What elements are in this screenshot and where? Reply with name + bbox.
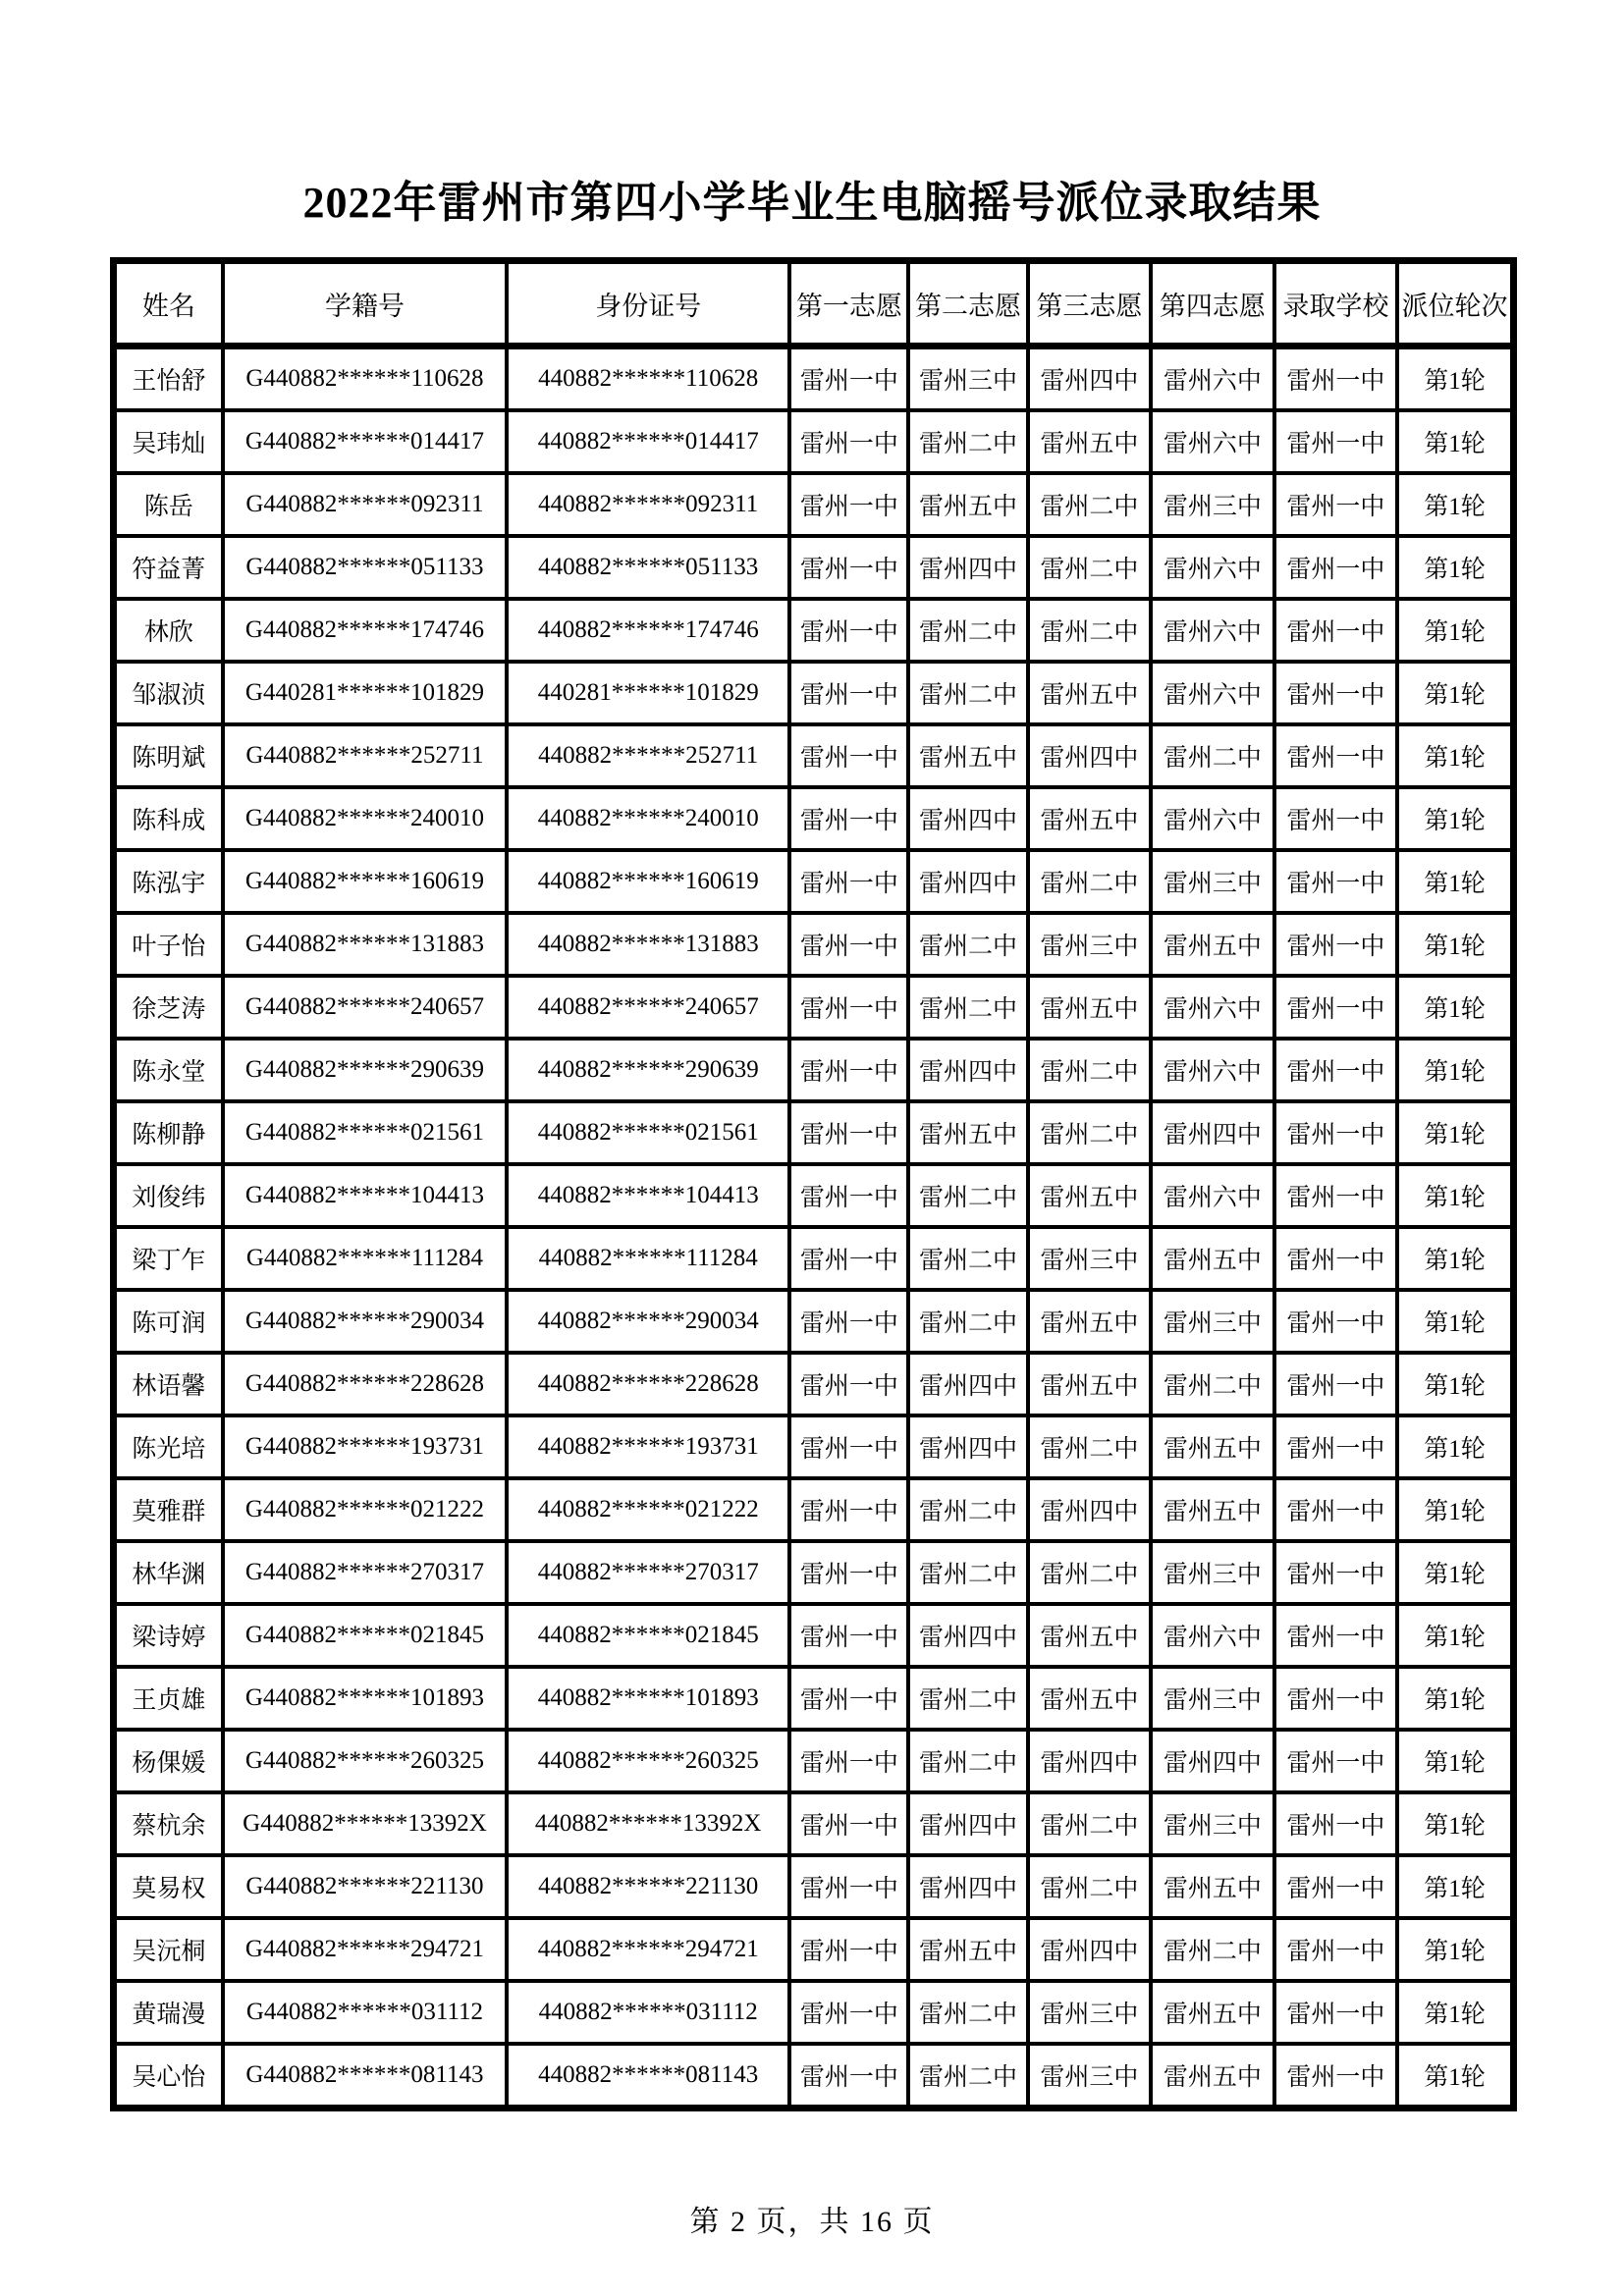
cell-placement-round: 第1轮	[1397, 1290, 1513, 1353]
cell-student-id: G440882******294721	[223, 1918, 507, 1981]
cell-id-number: 440882******021561	[507, 1101, 789, 1164]
column-header-name: 姓名	[114, 261, 223, 347]
cell-student-id: G440882******031112	[223, 1981, 507, 2044]
cell-id-number: 440882******051133	[507, 536, 789, 599]
cell-name: 陈泓宇	[114, 850, 223, 913]
cell-choice-2: 雷州二中	[908, 1227, 1027, 1290]
table-row	[114, 724, 1514, 787]
cell-choice-1: 雷州一中	[789, 410, 908, 473]
cell-choice-2: 雷州四中	[908, 1039, 1027, 1101]
cell-choice-1: 雷州一中	[789, 347, 908, 411]
cell-choice-1: 雷州一中	[789, 1478, 908, 1541]
cell-choice-4: 雷州三中	[1151, 1290, 1273, 1353]
cell-name: 杨倮媛	[114, 1730, 223, 1792]
cell-choice-3: 雷州二中	[1028, 1039, 1151, 1101]
cell-name: 林欣	[114, 599, 223, 662]
cell-admitted-school: 雷州一中	[1274, 1039, 1397, 1101]
cell-name: 莫雅群	[114, 1478, 223, 1541]
cell-name: 陈永堂	[114, 1039, 223, 1101]
cell-placement-round: 第1轮	[1397, 1792, 1513, 1855]
cell-choice-4: 雷州六中	[1151, 599, 1273, 662]
table-row	[114, 1855, 1514, 1918]
table-row	[114, 913, 1514, 976]
cell-student-id: G440882******270317	[223, 1541, 507, 1604]
cell-choice-1: 雷州一中	[789, 1227, 908, 1290]
cell-choice-4: 雷州六中	[1151, 662, 1273, 724]
cell-student-id: G440882******160619	[223, 850, 507, 913]
cell-admitted-school: 雷州一中	[1274, 1792, 1397, 1855]
cell-id-number: 440882******081143	[507, 2044, 789, 2109]
cell-placement-round: 第1轮	[1397, 787, 1513, 850]
cell-choice-2: 雷州五中	[908, 1101, 1027, 1164]
cell-student-id: G440882******131883	[223, 913, 507, 976]
cell-name: 符益菁	[114, 536, 223, 599]
cell-choice-3: 雷州五中	[1028, 1290, 1151, 1353]
cell-placement-round: 第1轮	[1397, 1981, 1513, 2044]
cell-id-number: 440882******294721	[507, 1918, 789, 1981]
cell-choice-2: 雷州二中	[908, 1164, 1027, 1227]
cell-admitted-school: 雷州一中	[1274, 473, 1397, 536]
cell-admitted-school: 雷州一中	[1274, 1667, 1397, 1730]
cell-choice-1: 雷州一中	[789, 1604, 908, 1667]
cell-student-id: G440882******021845	[223, 1604, 507, 1667]
cell-student-id: G440882******252711	[223, 724, 507, 787]
cell-choice-4: 雷州五中	[1151, 1855, 1273, 1918]
cell-choice-2: 雷州二中	[908, 2044, 1027, 2109]
cell-choice-3: 雷州五中	[1028, 1353, 1151, 1415]
cell-choice-1: 雷州一中	[789, 1667, 908, 1730]
cell-student-id: G440882******193731	[223, 1415, 507, 1478]
cell-choice-1: 雷州一中	[789, 662, 908, 724]
cell-name: 梁丁乍	[114, 1227, 223, 1290]
cell-admitted-school: 雷州一中	[1274, 1164, 1397, 1227]
cell-student-id: G440882******221130	[223, 1855, 507, 1918]
cell-choice-3: 雷州四中	[1028, 1730, 1151, 1792]
cell-choice-4: 雷州六中	[1151, 1604, 1273, 1667]
table-row	[114, 1353, 1514, 1415]
cell-admitted-school: 雷州一中	[1274, 913, 1397, 976]
cell-choice-3: 雷州二中	[1028, 536, 1151, 599]
cell-id-number: 440882******031112	[507, 1981, 789, 2044]
cell-choice-1: 雷州一中	[789, 1290, 908, 1353]
table-row	[114, 1164, 1514, 1227]
cell-placement-round: 第1轮	[1397, 2044, 1513, 2109]
table-row	[114, 2044, 1514, 2109]
cell-name: 陈岳	[114, 473, 223, 536]
cell-id-number: 440882******021222	[507, 1478, 789, 1541]
cell-placement-round: 第1轮	[1397, 1101, 1513, 1164]
column-header-admitted-school: 录取学校	[1274, 261, 1397, 347]
cell-choice-4: 雷州六中	[1151, 976, 1273, 1039]
cell-placement-round: 第1轮	[1397, 662, 1513, 724]
cell-placement-round: 第1轮	[1397, 1227, 1513, 1290]
column-header-choice-3: 第三志愿	[1028, 261, 1151, 347]
cell-student-id: G440882******174746	[223, 599, 507, 662]
table-row	[114, 850, 1514, 913]
cell-id-number: 440882******240657	[507, 976, 789, 1039]
cell-choice-3: 雷州三中	[1028, 1981, 1151, 2044]
cell-choice-4: 雷州六中	[1151, 410, 1273, 473]
cell-placement-round: 第1轮	[1397, 1353, 1513, 1415]
cell-name: 王贞雄	[114, 1667, 223, 1730]
cell-placement-round: 第1轮	[1397, 347, 1513, 411]
cell-name: 吴沅桐	[114, 1918, 223, 1981]
table-row	[114, 599, 1514, 662]
cell-choice-4: 雷州三中	[1151, 1667, 1273, 1730]
cell-student-id: G440882******051133	[223, 536, 507, 599]
cell-admitted-school: 雷州一中	[1274, 1730, 1397, 1792]
column-header-choice-4: 第四志愿	[1151, 261, 1273, 347]
cell-id-number: 440882******110628	[507, 347, 789, 411]
cell-student-id: G440882******240010	[223, 787, 507, 850]
cell-choice-4: 雷州六中	[1151, 1164, 1273, 1227]
cell-choice-2: 雷州二中	[908, 662, 1027, 724]
cell-admitted-school: 雷州一中	[1274, 724, 1397, 787]
cell-name: 刘俊纬	[114, 1164, 223, 1227]
cell-choice-3: 雷州二中	[1028, 1855, 1151, 1918]
cell-choice-1: 雷州一中	[789, 473, 908, 536]
cell-choice-4: 雷州四中	[1151, 1730, 1273, 1792]
cell-choice-1: 雷州一中	[789, 1353, 908, 1415]
cell-placement-round: 第1轮	[1397, 1164, 1513, 1227]
table-row	[114, 1981, 1514, 2044]
cell-choice-2: 雷州二中	[908, 410, 1027, 473]
cell-choice-1: 雷州一中	[789, 1855, 908, 1918]
cell-name: 邹淑浈	[114, 662, 223, 724]
cell-choice-4: 雷州三中	[1151, 1541, 1273, 1604]
table-row	[114, 1541, 1514, 1604]
cell-choice-1: 雷州一中	[789, 724, 908, 787]
cell-choice-3: 雷州五中	[1028, 662, 1151, 724]
cell-choice-3: 雷州五中	[1028, 787, 1151, 850]
table-row	[114, 1290, 1514, 1353]
cell-admitted-school: 雷州一中	[1274, 1227, 1397, 1290]
column-header-id-number: 身份证号	[507, 261, 789, 347]
cell-placement-round: 第1轮	[1397, 1667, 1513, 1730]
cell-choice-3: 雷州五中	[1028, 1604, 1151, 1667]
cell-choice-4: 雷州五中	[1151, 1415, 1273, 1478]
cell-choice-4: 雷州三中	[1151, 1792, 1273, 1855]
cell-student-id: G440882******13392X	[223, 1792, 507, 1855]
admission-results-table	[110, 257, 1517, 2111]
cell-choice-4: 雷州五中	[1151, 913, 1273, 976]
cell-id-number: 440882******111284	[507, 1227, 789, 1290]
cell-id-number: 440882******290639	[507, 1039, 789, 1101]
table-body	[114, 347, 1514, 2109]
cell-placement-round: 第1轮	[1397, 1039, 1513, 1101]
cell-admitted-school: 雷州一中	[1274, 1353, 1397, 1415]
cell-choice-2: 雷州四中	[908, 1855, 1027, 1918]
table-row	[114, 1415, 1514, 1478]
cell-student-id: G440882******021561	[223, 1101, 507, 1164]
cell-choice-4: 雷州六中	[1151, 536, 1273, 599]
cell-choice-4: 雷州六中	[1151, 787, 1273, 850]
cell-student-id: G440882******101893	[223, 1667, 507, 1730]
cell-placement-round: 第1轮	[1397, 913, 1513, 976]
cell-choice-2: 雷州二中	[908, 1290, 1027, 1353]
table-row	[114, 1792, 1514, 1855]
cell-choice-2: 雷州四中	[908, 850, 1027, 913]
cell-placement-round: 第1轮	[1397, 1478, 1513, 1541]
cell-student-id: G440882******290034	[223, 1290, 507, 1353]
cell-name: 陈柳静	[114, 1101, 223, 1164]
table-row	[114, 1730, 1514, 1792]
cell-choice-1: 雷州一中	[789, 1039, 908, 1101]
cell-name: 林语馨	[114, 1353, 223, 1415]
cell-choice-1: 雷州一中	[789, 976, 908, 1039]
table-row	[114, 536, 1514, 599]
cell-placement-round: 第1轮	[1397, 599, 1513, 662]
cell-choice-2: 雷州二中	[908, 1667, 1027, 1730]
cell-placement-round: 第1轮	[1397, 1730, 1513, 1792]
cell-name: 黄瑞漫	[114, 1981, 223, 2044]
table-row	[114, 1039, 1514, 1101]
cell-id-number: 440882******160619	[507, 850, 789, 913]
cell-choice-1: 雷州一中	[789, 1918, 908, 1981]
column-header-choice-2: 第二志愿	[908, 261, 1027, 347]
cell-student-id: G440882******092311	[223, 473, 507, 536]
cell-admitted-school: 雷州一中	[1274, 1541, 1397, 1604]
cell-admitted-school: 雷州一中	[1274, 1290, 1397, 1353]
table-row	[114, 1227, 1514, 1290]
cell-choice-3: 雷州五中	[1028, 1667, 1151, 1730]
cell-id-number: 440882******101893	[507, 1667, 789, 1730]
cell-name: 徐芝涛	[114, 976, 223, 1039]
table-row	[114, 410, 1514, 473]
cell-id-number: 440882******131883	[507, 913, 789, 976]
cell-placement-round: 第1轮	[1397, 976, 1513, 1039]
cell-student-id: G440882******290639	[223, 1039, 507, 1101]
cell-choice-1: 雷州一中	[789, 599, 908, 662]
cell-admitted-school: 雷州一中	[1274, 536, 1397, 599]
cell-admitted-school: 雷州一中	[1274, 850, 1397, 913]
cell-choice-3: 雷州二中	[1028, 1101, 1151, 1164]
cell-choice-1: 雷州一中	[789, 1101, 908, 1164]
cell-choice-3: 雷州四中	[1028, 1478, 1151, 1541]
cell-placement-round: 第1轮	[1397, 410, 1513, 473]
cell-choice-3: 雷州五中	[1028, 1164, 1151, 1227]
cell-name: 吴玮灿	[114, 410, 223, 473]
cell-id-number: 440882******021845	[507, 1604, 789, 1667]
cell-choice-1: 雷州一中	[789, 2044, 908, 2109]
cell-choice-2: 雷州四中	[908, 1792, 1027, 1855]
cell-name: 蔡杭余	[114, 1792, 223, 1855]
cell-id-number: 440882******014417	[507, 410, 789, 473]
cell-name: 叶子怡	[114, 913, 223, 976]
cell-name: 林华渊	[114, 1541, 223, 1604]
cell-choice-3: 雷州四中	[1028, 1918, 1151, 1981]
cell-placement-round: 第1轮	[1397, 473, 1513, 536]
cell-admitted-school: 雷州一中	[1274, 1604, 1397, 1667]
cell-choice-4: 雷州二中	[1151, 724, 1273, 787]
cell-choice-3: 雷州四中	[1028, 724, 1151, 787]
cell-admitted-school: 雷州一中	[1274, 599, 1397, 662]
page-number-footer: 第 2 页，共 16 页	[689, 2206, 935, 2238]
cell-admitted-school: 雷州一中	[1274, 662, 1397, 724]
cell-student-id: G440882******110628	[223, 347, 507, 411]
cell-id-number: 440882******240010	[507, 787, 789, 850]
cell-admitted-school: 雷州一中	[1274, 1478, 1397, 1541]
cell-name: 陈科成	[114, 787, 223, 850]
cell-name: 陈明斌	[114, 724, 223, 787]
cell-name: 王怡舒	[114, 347, 223, 411]
cell-id-number: 440882******13392X	[507, 1792, 789, 1855]
table-row	[114, 1101, 1514, 1164]
cell-choice-3: 雷州三中	[1028, 1227, 1151, 1290]
table-row	[114, 976, 1514, 1039]
cell-choice-3: 雷州二中	[1028, 1541, 1151, 1604]
cell-choice-2: 雷州二中	[908, 913, 1027, 976]
cell-placement-round: 第1轮	[1397, 536, 1513, 599]
cell-choice-4: 雷州四中	[1151, 1101, 1273, 1164]
cell-student-id: G440882******111284	[223, 1227, 507, 1290]
cell-choice-2: 雷州三中	[908, 347, 1027, 411]
cell-placement-round: 第1轮	[1397, 1604, 1513, 1667]
cell-id-number: 440882******193731	[507, 1415, 789, 1478]
cell-choice-3: 雷州二中	[1028, 473, 1151, 536]
cell-admitted-school: 雷州一中	[1274, 347, 1397, 411]
cell-name: 吴心怡	[114, 2044, 223, 2109]
cell-choice-2: 雷州四中	[908, 787, 1027, 850]
cell-student-id: G440882******240657	[223, 976, 507, 1039]
cell-student-id: G440281******101829	[223, 662, 507, 724]
cell-choice-1: 雷州一中	[789, 1541, 908, 1604]
cell-choice-3: 雷州二中	[1028, 850, 1151, 913]
cell-choice-3: 雷州五中	[1028, 976, 1151, 1039]
cell-choice-3: 雷州五中	[1028, 410, 1151, 473]
column-header-placement-round: 派位轮次	[1397, 261, 1513, 347]
cell-choice-3: 雷州三中	[1028, 2044, 1151, 2109]
cell-choice-2: 雷州四中	[908, 536, 1027, 599]
table-row	[114, 787, 1514, 850]
cell-choice-2: 雷州四中	[908, 1604, 1027, 1667]
cell-placement-round: 第1轮	[1397, 724, 1513, 787]
cell-choice-1: 雷州一中	[789, 787, 908, 850]
cell-name: 陈光培	[114, 1415, 223, 1478]
table-row	[114, 662, 1514, 724]
cell-name: 陈可润	[114, 1290, 223, 1353]
cell-admitted-school: 雷州一中	[1274, 1101, 1397, 1164]
cell-choice-1: 雷州一中	[789, 1164, 908, 1227]
table-row	[114, 1478, 1514, 1541]
cell-choice-2: 雷州二中	[908, 1478, 1027, 1541]
cell-choice-2: 雷州四中	[908, 1415, 1027, 1478]
cell-choice-4: 雷州二中	[1151, 1918, 1273, 1981]
cell-id-number: 440882******290034	[507, 1290, 789, 1353]
cell-student-id: G440882******021222	[223, 1478, 507, 1541]
cell-choice-2: 雷州五中	[908, 1918, 1027, 1981]
cell-choice-2: 雷州五中	[908, 473, 1027, 536]
cell-choice-4: 雷州五中	[1151, 1227, 1273, 1290]
cell-id-number: 440281******101829	[507, 662, 789, 724]
cell-choice-1: 雷州一中	[789, 1792, 908, 1855]
cell-admitted-school: 雷州一中	[1274, 787, 1397, 850]
cell-choice-1: 雷州一中	[789, 850, 908, 913]
cell-id-number: 440882******228628	[507, 1353, 789, 1415]
cell-admitted-school: 雷州一中	[1274, 976, 1397, 1039]
cell-admitted-school: 雷州一中	[1274, 1415, 1397, 1478]
cell-admitted-school: 雷州一中	[1274, 1918, 1397, 1981]
cell-choice-2: 雷州二中	[908, 599, 1027, 662]
cell-student-id: G440882******014417	[223, 410, 507, 473]
cell-id-number: 440882******104413	[507, 1164, 789, 1227]
cell-choice-2: 雷州二中	[908, 1981, 1027, 2044]
cell-choice-2: 雷州四中	[908, 1353, 1027, 1415]
cell-choice-2: 雷州五中	[908, 724, 1027, 787]
table-row	[114, 1604, 1514, 1667]
cell-id-number: 440882******221130	[507, 1855, 789, 1918]
cell-choice-1: 雷州一中	[789, 536, 908, 599]
cell-id-number: 440882******252711	[507, 724, 789, 787]
cell-id-number: 440882******270317	[507, 1541, 789, 1604]
cell-choice-2: 雷州二中	[908, 1541, 1027, 1604]
cell-name: 莫易权	[114, 1855, 223, 1918]
table-row	[114, 1667, 1514, 1730]
cell-choice-4: 雷州五中	[1151, 1981, 1273, 2044]
table-row	[114, 473, 1514, 536]
cell-placement-round: 第1轮	[1397, 1541, 1513, 1604]
cell-placement-round: 第1轮	[1397, 1415, 1513, 1478]
column-header-choice-1: 第一志愿	[789, 261, 908, 347]
cell-admitted-school: 雷州一中	[1274, 410, 1397, 473]
cell-choice-4: 雷州五中	[1151, 1478, 1273, 1541]
cell-choice-4: 雷州三中	[1151, 850, 1273, 913]
column-header-student-id: 学籍号	[223, 261, 507, 347]
cell-admitted-school: 雷州一中	[1274, 1981, 1397, 2044]
cell-choice-4: 雷州六中	[1151, 1039, 1273, 1101]
cell-choice-4: 雷州五中	[1151, 2044, 1273, 2109]
cell-choice-1: 雷州一中	[789, 1981, 908, 2044]
cell-choice-2: 雷州二中	[908, 1730, 1027, 1792]
cell-choice-4: 雷州六中	[1151, 347, 1273, 411]
cell-choice-3: 雷州四中	[1028, 347, 1151, 411]
table-row	[114, 1918, 1514, 1981]
cell-choice-3: 雷州二中	[1028, 1415, 1151, 1478]
cell-placement-round: 第1轮	[1397, 1855, 1513, 1918]
table-header-row	[114, 261, 1514, 347]
cell-placement-round: 第1轮	[1397, 850, 1513, 913]
cell-placement-round: 第1轮	[1397, 1918, 1513, 1981]
cell-choice-1: 雷州一中	[789, 1415, 908, 1478]
page-title: 2022年雷州市第四小学毕业生电脑摇号派位录取结果	[302, 179, 1322, 227]
cell-id-number: 440882******092311	[507, 473, 789, 536]
cell-choice-3: 雷州三中	[1028, 913, 1151, 976]
cell-choice-3: 雷州二中	[1028, 599, 1151, 662]
cell-student-id: G440882******081143	[223, 2044, 507, 2109]
cell-student-id: G440882******228628	[223, 1353, 507, 1415]
cell-id-number: 440882******174746	[507, 599, 789, 662]
cell-name: 梁诗婷	[114, 1604, 223, 1667]
cell-id-number: 440882******260325	[507, 1730, 789, 1792]
cell-choice-4: 雷州三中	[1151, 473, 1273, 536]
cell-choice-4: 雷州二中	[1151, 1353, 1273, 1415]
cell-choice-1: 雷州一中	[789, 1730, 908, 1792]
cell-choice-3: 雷州二中	[1028, 1792, 1151, 1855]
cell-choice-1: 雷州一中	[789, 913, 908, 976]
cell-admitted-school: 雷州一中	[1274, 2044, 1397, 2109]
table-row	[114, 347, 1514, 411]
cell-student-id: G440882******104413	[223, 1164, 507, 1227]
cell-choice-2: 雷州二中	[908, 976, 1027, 1039]
cell-admitted-school: 雷州一中	[1274, 1855, 1397, 1918]
cell-student-id: G440882******260325	[223, 1730, 507, 1792]
